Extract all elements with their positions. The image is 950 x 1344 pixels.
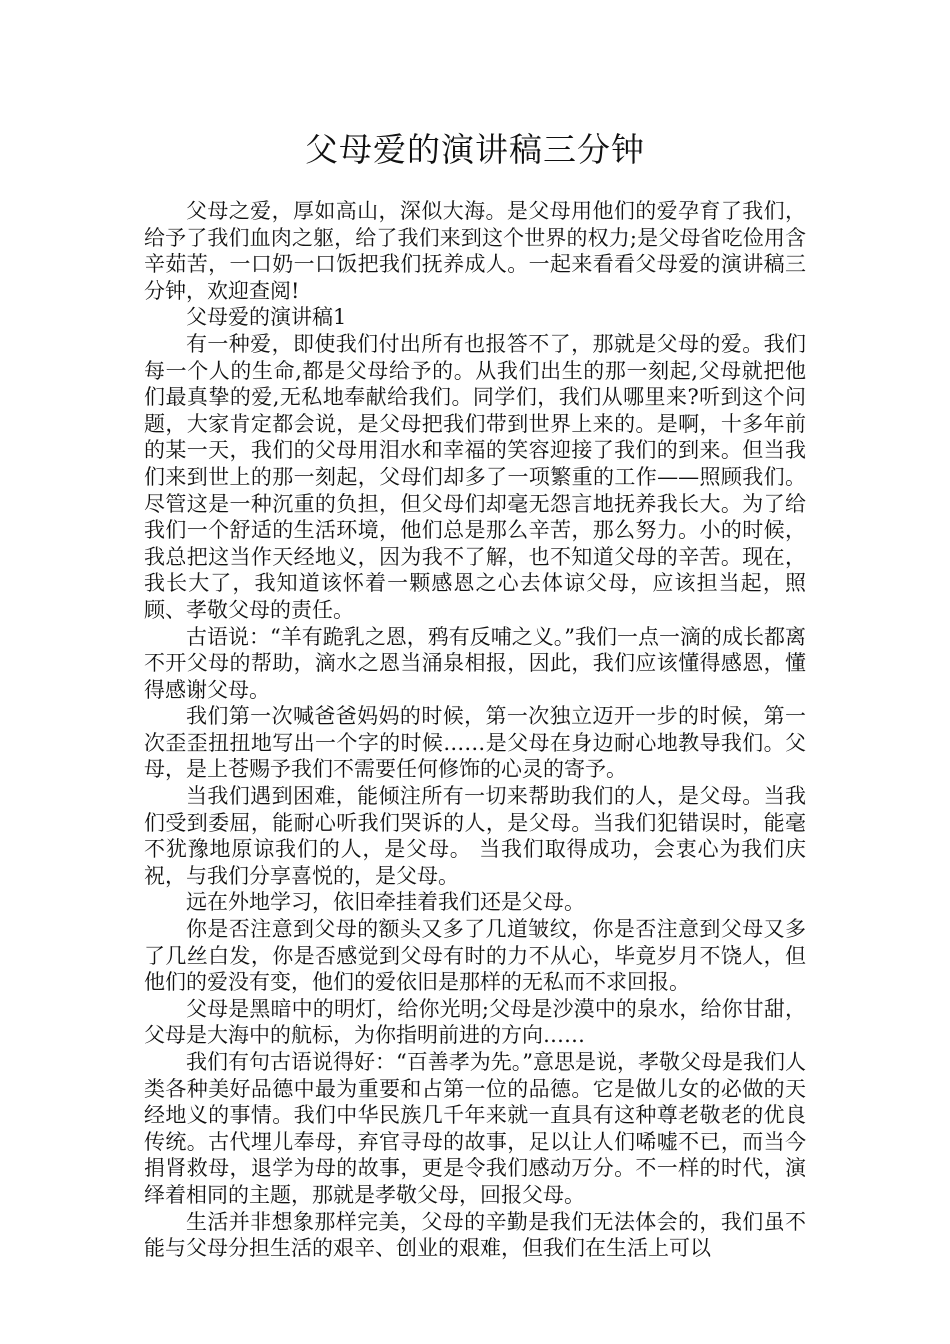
paragraph: 当我们遇到困难，能倾注所有一切来帮助我们的人，是父母。当我们受到委屈，能耐心听我们哭诉的人，是父母。当我们犯错误时，能毫不犹豫地原谅我们的人，是父母。 当我们取得成功，会衷心为我们庆祝，与我们分享喜悦的，是父母。 xyxy=(144,784,806,888)
document-body xyxy=(144,198,806,1262)
paragraph: 父母是黑暗中的明灯，给你光明;父母是沙漠中的泉水，给你甘甜，父母是大海中的航标，为你指明前进的方向…… xyxy=(144,996,806,1048)
paragraph: 生活并非想象那样完美，父母的辛勤是我们无法体会的，我们虽不能与父母分担生活的艰辛、创业的艰难，但我们在生活上可以 xyxy=(144,1209,806,1261)
document-title: 父母爱的演讲稿三分钟 xyxy=(305,130,645,169)
paragraph: 有一种爱，即使我们付出所有也报答不了，那就是父母的爱。我们每一个人的生命,都是父母给予的。从我们出生的那一刻起,父母就把他们最真挚的爱,无私地奉献给我们。同学们，我们从哪里来?听到这个问题，大家肯定都会说，是父母把我们带到世界上来的。是啊，十多年前的某一天，我们的父母用泪水和幸福的笑容迎接了我们的到来。但当我们来到世上的那一刻起，父母们却多了一项繁重的工作——照顾我们。尽管这是一种沉重的负担，但父母们却毫无怨言地抚养我长大。为了给我们一个舒适的生活环境，他们总是那么辛苦，那么努力。小的时候，我总把这当作天经地义，因为我不了解，也不知道父母的辛苦。现在，我长大了，我知道该怀着一颗感恩之心去体谅父母，应该担当起，照顾、孝敬父母的责任。 xyxy=(144,331,806,622)
paragraph: 你是否注意到父母的额头又多了几道皱纹，你是否注意到父母又多了几丝白发，你是否感觉到父母有时的力不从心，毕竟岁月不饶人，但他们的爱没有变，他们的爱依旧是那样的无私而不求回报。 xyxy=(144,917,806,995)
paragraph: 远在外地学习，依旧牵挂着我们还是父母。 xyxy=(186,890,585,915)
paragraph: 我们第一次喊爸爸妈妈的时候，第一次独立迈开一步的时候，第一次歪歪扭扭地写出一个字的时候……是父母在身边耐心地教导我们。父母，是上苍赐予我们不需要任何修饰的心灵的寄予。 xyxy=(144,704,806,782)
paragraph: 我们有句古语说得好：“百善孝为先。”意思是说，孝敬父母是我们人类各种美好品德中最为重要和占第一位的品德。它是做儿女的必做的天经地义的事情。我们中华民族几千年来就一直具有这种尊老敬老的优良传统。古代埋儿奉母，弃官寻母的故事，足以让人们唏嘘不已，而当今捐肾救母，退学为母的故事，更是令我们感动万分。不一样的时代，演绎着相同的主题，那就是孝敬父母，回报父母。 xyxy=(144,1050,806,1207)
paragraph: 古语说：“羊有跪乳之恩，鸦有反哺之义。”我们一点一滴的成长都离不开父母的帮助，滴水之恩当涌泉相报，因此，我们应该懂得感恩，懂得感谢父母。 xyxy=(144,624,806,702)
paragraph-intro: 父母之爱，厚如高山，深似大海。是父母用他们的爱孕育了我们，给予了我们血肉之躯，给了我们来到这个世界的权力;是父母省吃俭用含辛茹苦，一口奶一口饭把我们抚养成人。一起来看看父母爱的演讲稿三分钟，欢迎查阅! xyxy=(144,199,806,303)
section-heading: 父母爱的演讲稿1 xyxy=(186,305,347,330)
